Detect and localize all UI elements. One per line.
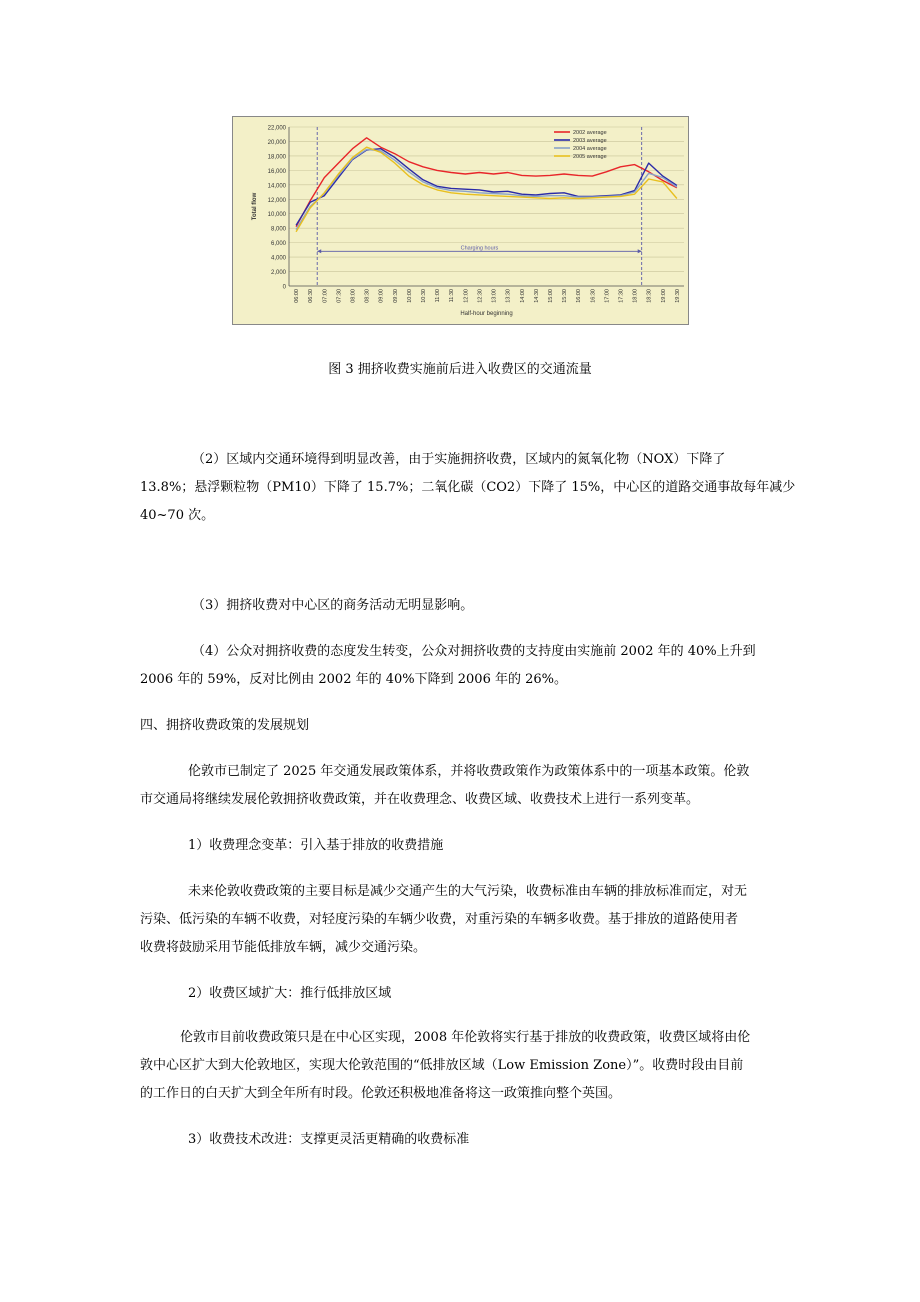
paragraph-air-quality [140, 446, 796, 530]
paragraph-line: 伦敦市目前收费政策只是在中心区实现，2008 年伦敦将实行基于排放的收费政策，收费区域将由伦 [180, 1030, 751, 1045]
x-tick-label: 15:00 [547, 289, 554, 303]
x-tick-label: 16:00 [576, 289, 583, 303]
x-tick-label: 09:00 [378, 289, 385, 303]
x-tick-label: 06:00 [294, 289, 301, 303]
paragraph-line: （3）拥挤收费对中心区的商务活动无明显影响。 [192, 598, 474, 613]
paragraph-line: 伦敦市已制定了 2025 年交通发展政策体系，并将收费政策作为政策体系中的一项基本政策。伦敦 [188, 764, 750, 779]
x-tick-label: 15:30 [562, 289, 569, 303]
x-axis-title: Half-hour beginning [460, 311, 513, 317]
y-tick-label: 2,000 [270, 270, 286, 277]
paragraph-low-emission-zone [140, 1024, 790, 1108]
paragraph-line: 13.8%；悬浮颗粒物（PM10）下降了 15.7%；二氧化碳（CO2）下降了 15%，中心区的道路交通事故每年减少 [140, 480, 796, 495]
paragraph-line: 敦中心区扩大到大伦敦地区，实现大伦敦范围的“低排放区域（Low Emission Zone）”。收费时段由目前 [140, 1058, 744, 1073]
y-tick-label: 16,000 [267, 168, 286, 175]
paragraph-line: （4）公众对拥挤收费的态度发生转变，公众对拥挤收费的支持度由实施前 2002 年的 40%上升到 [192, 644, 756, 659]
subheading-text: 1）收费理念变革：引入基于排放的收费措施 [188, 838, 444, 853]
paragraph-line: 收费将鼓励采用节能低排放车辆，减少交通污染。 [140, 940, 427, 955]
x-tick-label: 06:30 [308, 289, 315, 303]
legend-label: 2003 average [573, 138, 607, 144]
legend-label: 2005 average [573, 154, 607, 160]
y-tick-label: 14,000 [267, 183, 286, 190]
paragraph-line: （2）区域内交通环境得到明显改善，由于实施拥挤收费，区域内的氮氧化物（NOX）下降了 [192, 452, 726, 467]
x-tick-label: 08:30 [364, 289, 371, 303]
x-tick-label: 18:30 [646, 289, 653, 303]
y-tick-label: 0 [282, 284, 286, 291]
x-tick-label: 08:00 [350, 289, 357, 303]
paragraph-line: 的工作日的白天扩大到全年所有时段。伦敦还积极地准备将这一政策推向整个英国。 [140, 1086, 622, 1101]
x-tick-label: 19:30 [674, 289, 681, 303]
y-tick-label: 6,000 [270, 241, 286, 248]
paragraph-line: 未来伦敦收费政策的主要目标是减少交通产生的大气污染，收费标准由车辆的排放标准而定，对无 [188, 884, 748, 899]
paragraph-business [140, 592, 790, 620]
subheading-text: 2）收费区域扩大：推行低排放区域 [188, 986, 392, 1001]
x-tick-label: 18:00 [632, 289, 639, 303]
y-tick-label: 12,000 [267, 197, 286, 204]
y-tick-label: 10,000 [267, 212, 286, 219]
legend-label: 2002 average [573, 130, 607, 136]
subheading-charging-concept [140, 832, 790, 860]
paragraph-policy-system [140, 758, 790, 814]
x-tick-label: 11:00 [435, 289, 442, 303]
paragraph-line: 2006 年的 59%，反对比例由 2002 年的 40%下降到 2006 年的 26%。 [140, 672, 567, 687]
x-tick-label: 07:00 [322, 289, 329, 303]
x-tick-label: 09:30 [392, 289, 399, 303]
x-tick-label: 10:00 [406, 289, 413, 303]
x-tick-label: 17:00 [604, 289, 611, 303]
x-tick-label: 17:30 [618, 289, 625, 303]
x-tick-label: 16:30 [590, 289, 597, 303]
charging-hours-label: Charging hours [460, 245, 499, 252]
x-tick-label: 12:30 [477, 289, 484, 303]
x-tick-label: 14:00 [519, 289, 526, 303]
subheading-charging-area [140, 980, 790, 1008]
y-axis-title: Total flow [252, 192, 258, 221]
y-tick-label: 20,000 [267, 139, 286, 146]
y-tick-label: 4,000 [270, 255, 286, 262]
x-tick-label: 11:30 [449, 289, 456, 303]
paragraph-line: 污染、低污染的车辆不收费，对轻度污染的车辆少收费，对重污染的车辆多收费。基于排放的道路使用者 [140, 912, 739, 927]
x-tick-label: 13:30 [505, 289, 512, 303]
section-heading [140, 712, 790, 740]
y-tick-label: 18,000 [267, 154, 286, 161]
x-tick-label: 19:00 [660, 289, 667, 303]
heading-text: 四、拥挤收费政策的发展规划 [140, 718, 310, 733]
x-tick-label: 07:30 [336, 289, 343, 303]
y-tick-label: 8,000 [270, 226, 286, 233]
subheading-charging-technology [140, 1126, 790, 1154]
figure-caption: 图 3 拥挤收费实施前后进入收费区的交通流量 [328, 362, 592, 377]
paragraph-line: 市交通局将继续发展伦敦拥挤收费政策，并在收费理念、收费区域、收费技术上进行一系列变革。 [140, 792, 700, 807]
x-tick-label: 12:00 [463, 289, 470, 303]
paragraph-line: 40~70 次。 [140, 508, 215, 523]
y-tick-label: 22,000 [267, 125, 286, 132]
paragraph-public-attitude [140, 638, 790, 694]
x-tick-label: 13:00 [491, 289, 498, 303]
x-tick-label: 10:30 [421, 289, 428, 303]
x-tick-label: 14:30 [533, 289, 540, 303]
subheading-text: 3）收费技术改进：支撑更灵活更精确的收费标准 [188, 1132, 470, 1147]
traffic-flow-chart [232, 116, 689, 325]
paragraph-emission-charging [140, 878, 790, 962]
chart-svg [232, 116, 689, 325]
legend-label: 2004 average [573, 146, 607, 152]
